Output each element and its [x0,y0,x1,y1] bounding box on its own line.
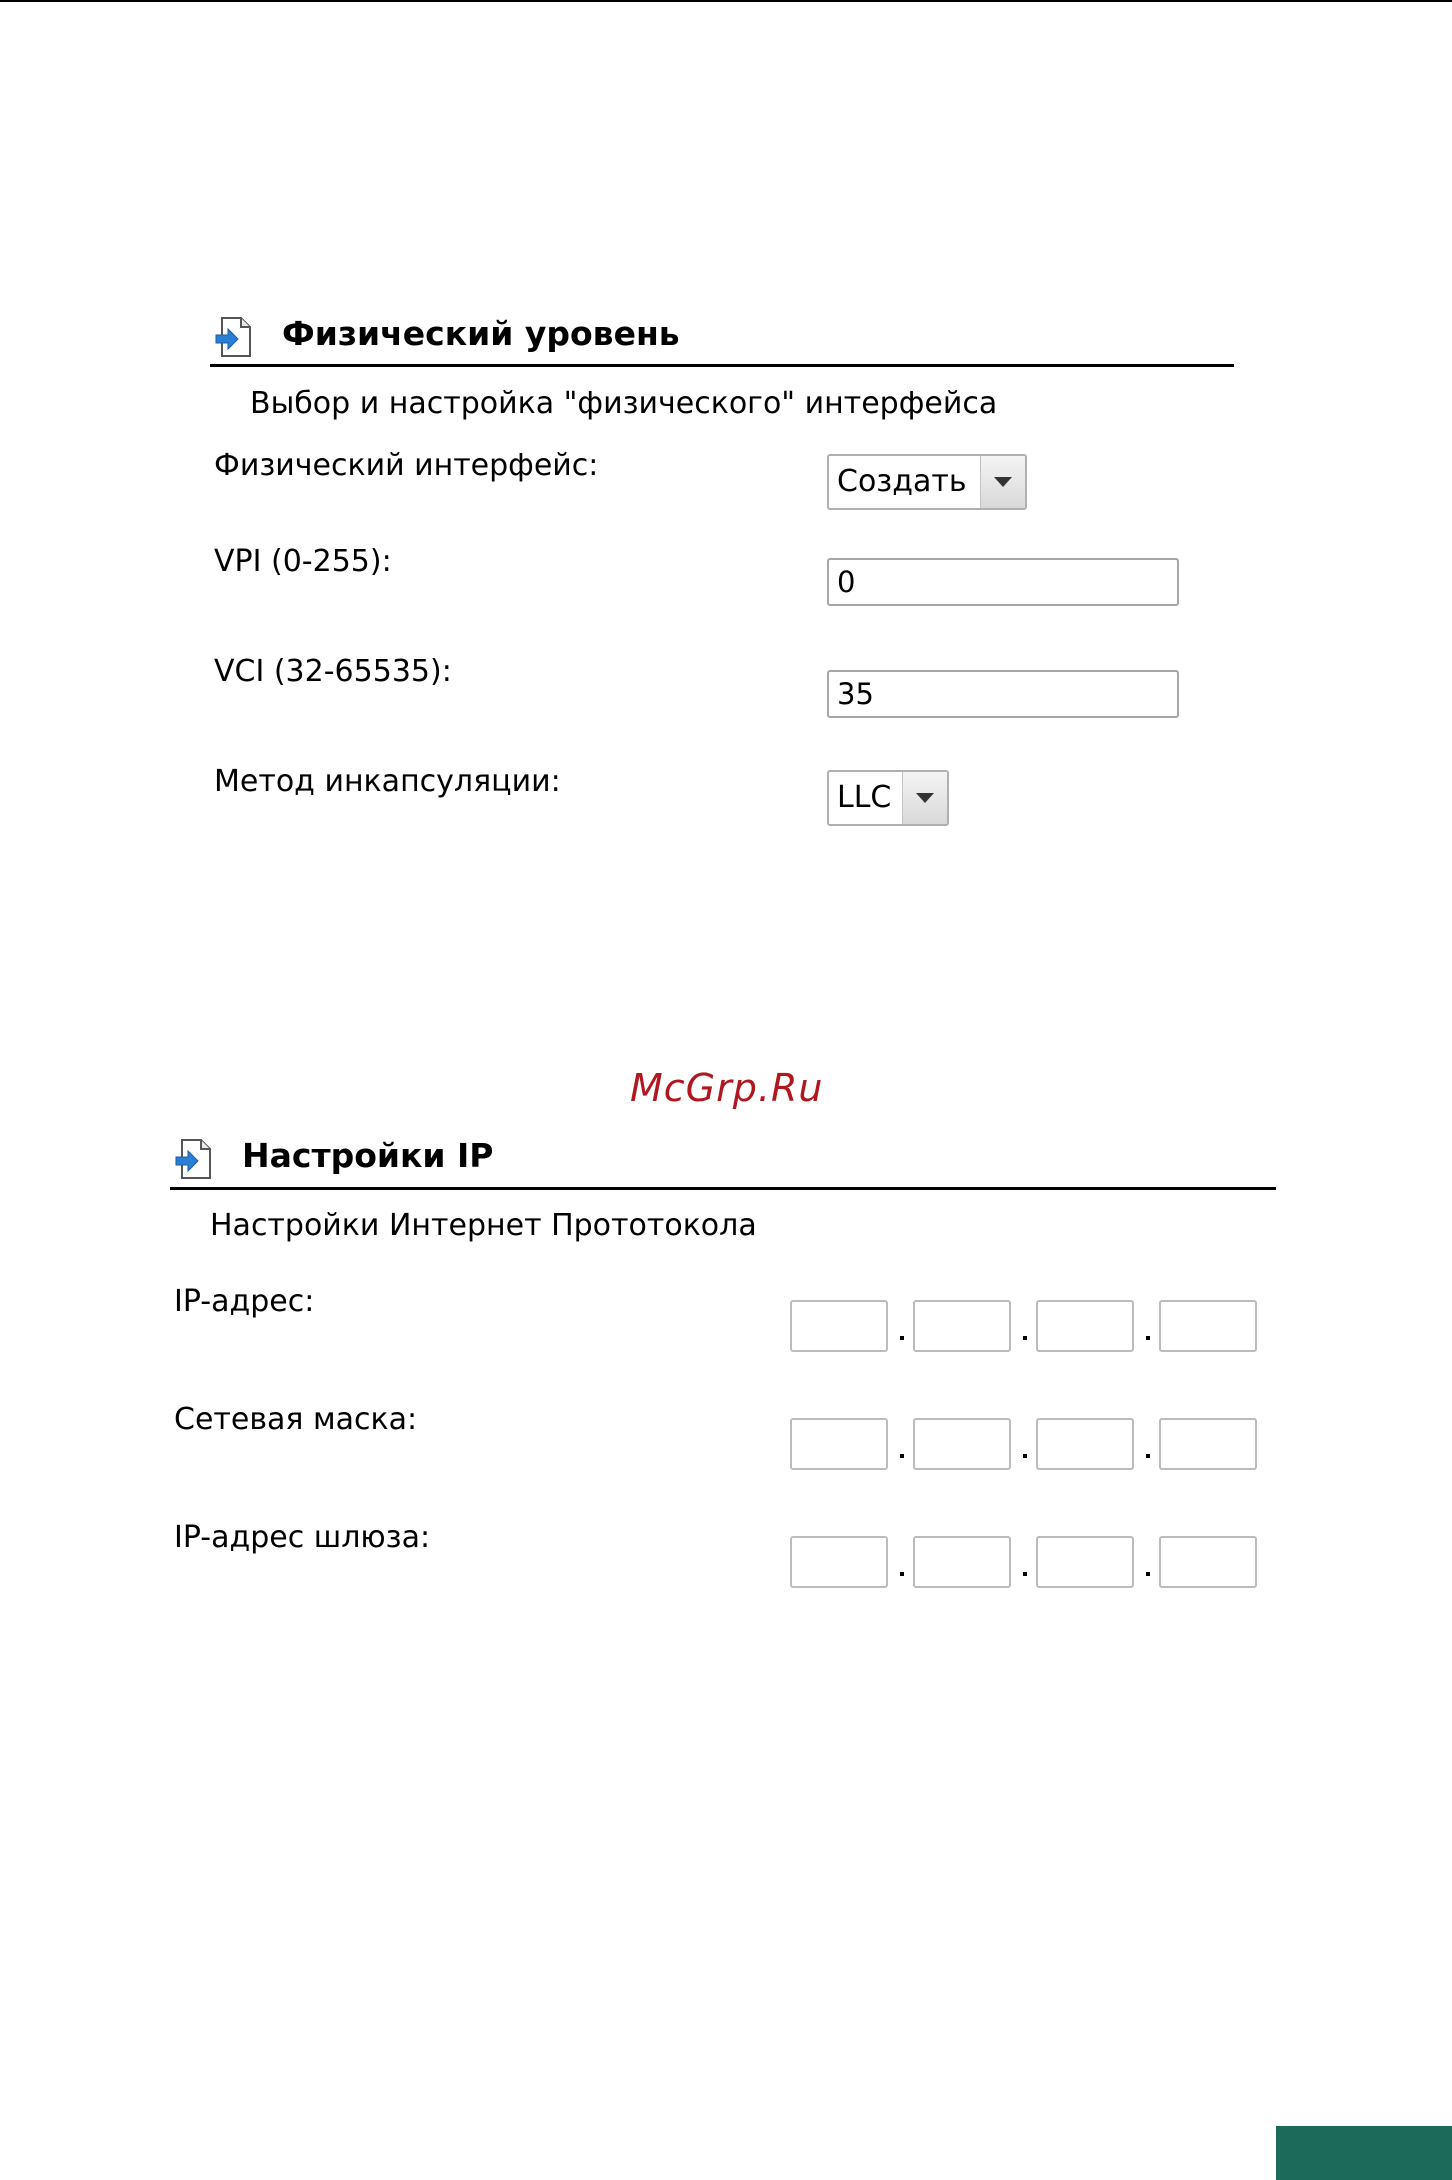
encapsulation-select[interactable] [827,770,949,826]
octet-separator [1146,1454,1150,1458]
gateway-label: IP-адрес шлюза: [174,1520,431,1555]
dropdown-button[interactable] [980,456,1025,508]
physical-interface-label: Физический интерфейс: [214,448,599,483]
octet-separator [1146,1336,1150,1340]
page-top-rule [0,0,1452,2]
section-divider [210,364,1234,367]
vpi-input[interactable]: 0 [827,558,1179,606]
ip-address-label: IP-адрес: [174,1284,315,1319]
watermark: McGrp.Ru [630,1066,824,1110]
octet-separator [1146,1572,1150,1576]
octet-separator [1023,1336,1027,1340]
octet-separator [1023,1454,1027,1458]
gateway-octet-3[interactable] [1036,1536,1134,1588]
octet-separator [900,1336,904,1340]
mask-octet-4[interactable] [1159,1418,1257,1470]
gateway-octet-4[interactable] [1159,1536,1257,1588]
section-divider [170,1187,1276,1190]
document-arrow-icon [174,1138,214,1180]
ip-octet-2[interactable] [913,1300,1011,1352]
section-title-ip: Настройки IP [242,1136,494,1175]
page-corner-tab [1276,2126,1452,2180]
mask-octet-2[interactable] [913,1418,1011,1470]
ip-octet-3[interactable] [1036,1300,1134,1352]
section-title-physical: Физический уровень [282,314,680,353]
octet-separator [1023,1572,1027,1576]
physical-interface-select[interactable] [827,454,1027,510]
ip-octet-1[interactable] [790,1300,888,1352]
ip-octet-4[interactable] [1159,1300,1257,1352]
vci-input[interactable]: 35 [827,670,1179,718]
mask-octet-3[interactable] [1036,1418,1134,1470]
vci-label: VCI (32-65535): [214,654,452,689]
subnet-mask-label: Сетевая маска: [174,1402,418,1437]
octet-separator [900,1572,904,1576]
physical-interface-value: Создать [837,464,967,499]
octet-separator [900,1454,904,1458]
gateway-octet-2[interactable] [913,1536,1011,1588]
encapsulation-label: Метод инкапсуляции: [214,764,561,799]
encapsulation-value: LLC [837,780,892,815]
mask-octet-1[interactable] [790,1418,888,1470]
document-arrow-icon [214,316,254,358]
dropdown-button[interactable] [902,772,947,824]
gateway-octet-1[interactable] [790,1536,888,1588]
section-description: Выбор и настройка "физического" интерфейса [250,386,998,421]
chevron-down-icon [916,793,934,803]
section-description: Настройки Интернет Прототокола [210,1208,757,1243]
vpi-label: VPI (0-255): [214,544,392,579]
chevron-down-icon [994,477,1012,487]
